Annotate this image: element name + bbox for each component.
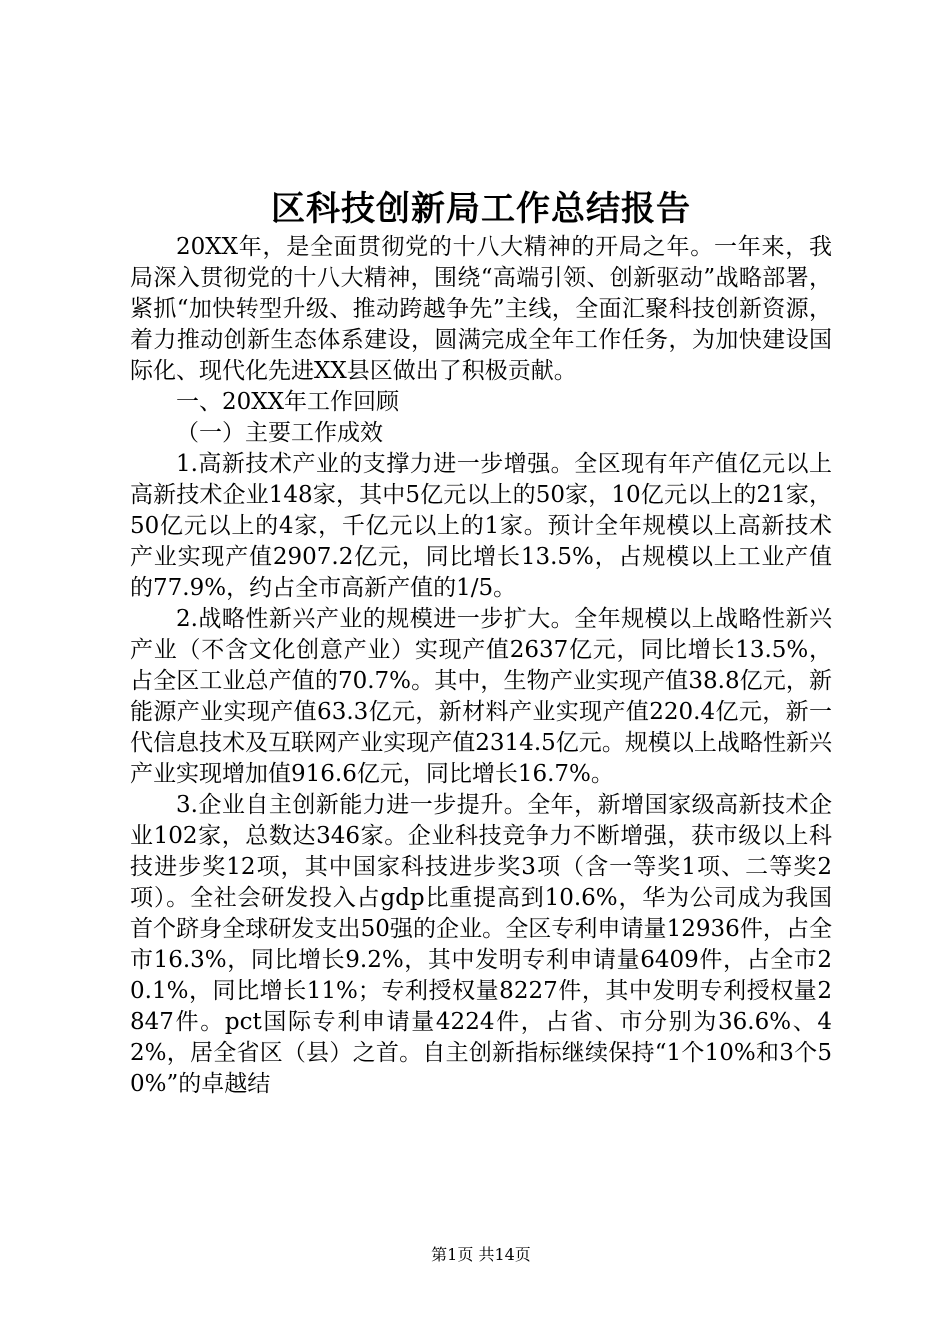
body-paragraph-innovation: 3.企业自主创新能力进一步提升。全年，新增国家级高新技术企业102家，总数达346家。企业科技竞争力不断增强，获市级以上科技进步奖12项，其中国家科技进步奖3项（含一等奖1项、二等奖2项）。全社会研发投入占gdp比重提高到10.6%，华为公司成为我国首个跻身全球研发支出50强的企业。全区专利申请量12936件，占全市16.3%，同比增长9.2%，其中发明专利申请量6409件，占全市20.1%，同比增长11%；专利授权量8227件，其中发明专利授权量2847件。pct国际专利申请量4224件，占省、市分别为36.6%、42%，居全省区（县）之首。自主创新指标继续保持“1个10%和3个50%”的卓越结: [130, 792, 832, 1097]
document-page: [130, 0, 832, 1344]
page-number: 第1页 共14页: [431, 1245, 531, 1264]
subsection-heading: （一）主要工作成效: [176, 420, 383, 446]
intro-paragraph: 20XX年，是全面贯彻党的十八大精神的开局之年。一年来，我局深入贯彻党的十八大精神，围绕“高端引领、创新驱动”战略部署，紧抓“加快转型升级、推动跨越争先”主线，全面汇聚科技创新资源，着力推动创新生态体系建设，圆满完成全年工作任务，为加快建设国际化、现代化先进XX县区做出了积极贡献。: [130, 234, 832, 384]
document-title: 区科技创新局工作总结报告: [271, 189, 691, 229]
body-paragraph-high-tech: 1.高新技术产业的支撑力进一步增强。全区现有年产值亿元以上高新技术企业148家，其中5亿元以上的50家，10亿元以上的21家，50亿元以上的4家，千亿元以上的1家。预计全年规模以上高新技术产业实现产值2907.2亿元，同比增长13.5%，占规模以上工业产值的77.9%，约占全市高新产值的1/5。: [130, 451, 832, 601]
document-body: [130, 232, 832, 1100]
section-heading: 一、20XX年工作回顾: [176, 389, 400, 415]
body-paragraph-emerging-industry: 2.战略性新兴产业的规模进一步扩大。全年规模以上战略性新兴产业（不含文化创意产业）实现产值2637亿元，同比增长13.5%，占全区工业总产值的70.7%。其中，生物产业实现产值38.8亿元，新能源产业实现产值63.3亿元，新材料产业实现产值220.4亿元，新一代信息技术及互联网产业实现产值2314.5亿元。规模以上战略性新兴产业实现增加值916.6亿元，同比增长16.7%。: [130, 606, 832, 787]
